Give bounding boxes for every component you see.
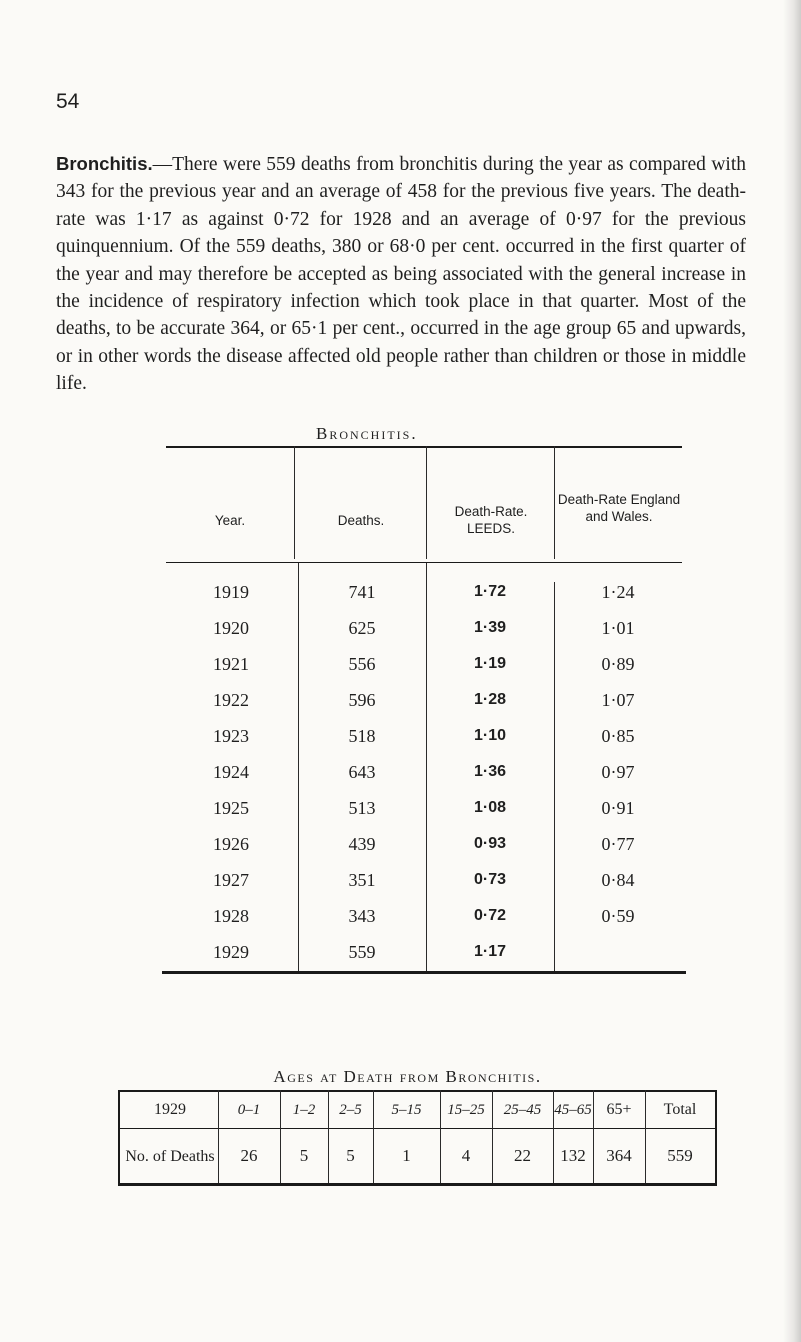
cell-deaths-count: 4 <box>461 1146 471 1165</box>
cell-rate-leeds: 1·36 <box>473 763 507 780</box>
cell-rate-england: 0·59 <box>601 905 635 926</box>
header-age-group: 1–2 <box>292 1101 316 1118</box>
header-year: Year. <box>214 512 246 528</box>
cell-deaths: 643 <box>348 761 376 782</box>
cell-deaths: 556 <box>348 653 376 674</box>
cell-deaths: 351 <box>348 869 376 890</box>
paragraph-text: —There were 559 deaths from bronchitis during the year as compared with 343 for the previous year and an average of 458 for the previous five years. The death-rate was 1·17 as against 0·72 for 1928 and an average of 0·97 for the previous quinquennium. Of the 559 deaths, 380 or 68·0 per cent. occurred in the first quarter of the year and may therefore be accepted as being associated with the general increase in the incidence of respiratory infection which took place in that quarter. Most of the deaths, to be accurate 364, or 65·1 per cent., occurred in the age group 65 and upwards, or in other words the disease affected old people rather than children or those in middle life. <box>56 154 746 395</box>
cell-year: 1925 <box>213 797 249 818</box>
cell-deaths-count: 22 <box>514 1146 531 1165</box>
row-label-no-of-deaths: No. of Deaths <box>125 1147 215 1165</box>
cell-rate-leeds: 1·08 <box>473 799 507 816</box>
cell-deaths-count: 5 <box>346 1146 355 1165</box>
table-row <box>166 683 682 717</box>
page-number: 54 <box>56 90 80 113</box>
header-age-group: 45–65 <box>554 1101 592 1118</box>
table1-top-rule <box>166 446 682 448</box>
ages-at-death-table <box>120 1090 715 1186</box>
header-death-rate-england: Death-Rate England and Wales. <box>557 492 681 524</box>
cell-deaths-count: 5 <box>299 1146 309 1165</box>
cell-rate-england: 1·01 <box>601 617 635 638</box>
cell-year: 1923 <box>213 725 249 746</box>
cell-rate-leeds: 1·10 <box>473 727 507 744</box>
header-age-group: 5–15 <box>391 1101 422 1118</box>
table2-bottom-rule <box>120 1183 715 1186</box>
table2-left-edge <box>118 1090 120 1186</box>
cell-deaths: 518 <box>348 725 376 746</box>
table-row <box>166 647 682 681</box>
cell-deaths: 625 <box>348 617 376 638</box>
table2-caption: Ages at Death from Bronchitis. <box>273 1067 542 1086</box>
cell-rate-england: 0·85 <box>601 725 635 746</box>
cell-deaths-count: 26 <box>240 1146 258 1165</box>
cell-year: 1920 <box>213 617 249 638</box>
table1-header-rule <box>166 562 682 563</box>
cell-year: 1926 <box>213 833 249 854</box>
cell-year: 1921 <box>213 653 249 674</box>
cell-rate-england: 1·07 <box>601 689 635 710</box>
cell-rate-england: 1·24 <box>601 581 635 602</box>
cell-rate-england: 0·89 <box>601 653 635 674</box>
table-row <box>166 899 682 933</box>
table-row <box>166 935 682 969</box>
cell-rate-leeds: 1·19 <box>473 655 507 672</box>
header-age-group: 15–25 <box>447 1101 485 1118</box>
header-year-1929: 1929 <box>154 1101 186 1118</box>
cell-deaths: 343 <box>348 905 376 926</box>
cell-deaths-count: 364 <box>606 1146 632 1165</box>
cell-deaths: 596 <box>348 689 376 710</box>
header-deaths: Deaths. <box>337 512 385 528</box>
bronchitis-paragraph <box>56 150 746 398</box>
table2-right-edge <box>715 1090 717 1186</box>
header-age-group: 2–5 <box>339 1101 362 1118</box>
cell-rate-leeds: 1·28 <box>473 691 507 708</box>
table-row <box>166 575 682 609</box>
table-row <box>166 827 682 861</box>
cell-deaths-count: 132 <box>560 1146 586 1165</box>
table-row <box>166 791 682 825</box>
cell-rate-leeds: 1·39 <box>473 619 507 636</box>
bronchitis-death-rate-table <box>166 446 682 974</box>
cell-rate-england: 0·77 <box>601 833 635 854</box>
cell-rate-leeds: 0·72 <box>473 907 507 924</box>
table1-divider <box>426 446 427 559</box>
cell-rate-leeds: 0·93 <box>473 835 507 852</box>
cell-rate-england: 0·97 <box>601 761 635 782</box>
cell-deaths: 513 <box>348 797 376 818</box>
header-total: Total <box>663 1101 697 1118</box>
table-row <box>166 755 682 789</box>
cell-deaths-count: 1 <box>402 1146 411 1165</box>
cell-year: 1922 <box>213 689 249 710</box>
header-age-group: 25–45 <box>503 1101 542 1118</box>
table1-bottom-rule <box>162 971 686 974</box>
cell-rate-leeds: 1·17 <box>473 943 507 960</box>
table1-divider <box>554 446 555 559</box>
header-death-rate-leeds: Death-Rate. LEEDS. <box>454 504 528 536</box>
cell-deaths: 559 <box>348 941 376 962</box>
cell-deaths: 439 <box>348 833 376 854</box>
table1-caption: Bronchitis. <box>316 424 418 443</box>
table2-header-rule <box>120 1128 715 1129</box>
cell-rate-leeds: 1·72 <box>473 583 507 600</box>
cell-rate-england: 0·91 <box>601 797 635 818</box>
header-age-group: 0–1 <box>237 1101 261 1118</box>
table-row <box>166 719 682 753</box>
cell-year: 1924 <box>213 761 249 782</box>
cell-year: 1928 <box>213 905 249 926</box>
cell-rate-leeds: 0·73 <box>473 871 507 888</box>
cell-year: 1927 <box>213 869 249 890</box>
table1-divider <box>294 446 295 559</box>
page-edge-shadow <box>783 0 801 1342</box>
table-row <box>166 611 682 645</box>
cell-deaths: 741 <box>348 581 376 602</box>
cell-deaths-total: 559 <box>667 1146 693 1165</box>
paragraph-heading: Bronchitis. <box>56 153 153 174</box>
cell-rate-england: 0·84 <box>601 869 635 890</box>
cell-rate-england <box>554 935 682 969</box>
cell-year: 1919 <box>213 581 249 602</box>
table-row <box>166 863 682 897</box>
header-age-group: 65+ <box>606 1101 632 1118</box>
cell-year: 1929 <box>213 941 249 962</box>
